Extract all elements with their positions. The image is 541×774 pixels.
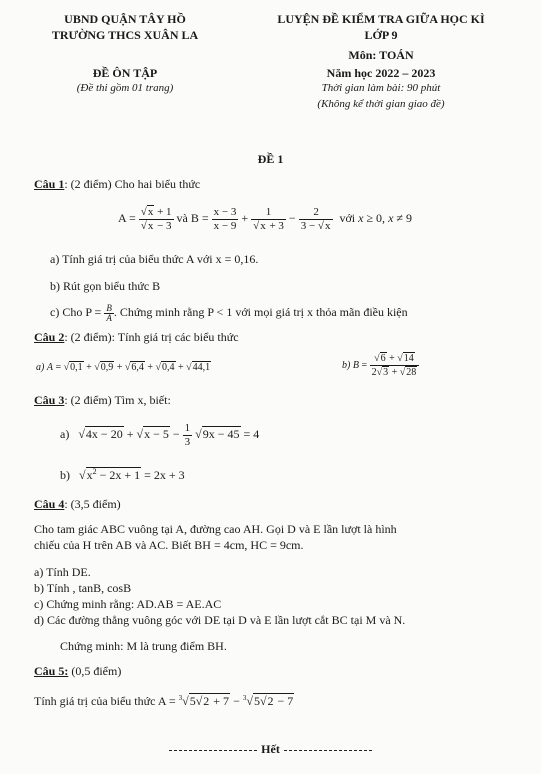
header-grade: LỚP 9 (364, 28, 398, 42)
expr-q2b-fraction: $\frac{√6 + √14}{2√3 + √28}$ (370, 352, 420, 379)
header-school-year: Năm học 2022 – 2023 (326, 66, 436, 80)
question-4-points: : (3,5 điểm) (64, 497, 121, 511)
question-4-intro-line-2: chiếu của H trên AB và AC. Biết BH = 4cm, HC = 9cm. (34, 538, 304, 552)
expr-p-fraction: $\frac{B}{A}$ (106, 302, 112, 323)
question-4-part-b: b) Tính , tanB, cosB (34, 581, 132, 595)
question-4-heading (34, 497, 121, 512)
question-1-expressions: A = $\frac{√x + 1}{√x - 3}$ và B = $\frac{x - 3}{x - 9}$ + $\frac{1}{√x + 3}$ − $\frac{2}{3 - √x}$ với x ≥ 0, x ≠ 9 (118, 205, 412, 232)
header-subject: Môn: TOÁN (348, 48, 414, 62)
header-exam-name: LUYỆN ĐỀ KIỂM TRA GIỮA HỌC KÌ (277, 12, 485, 26)
question-2-part-a: a) A = √0,1 + √0,9 + √6,4 + √0,4 + √44,1 (36, 362, 211, 373)
question-3-points: : (2 điểm) Tìm x, biết: (64, 393, 171, 407)
header-pages: (Đề thi gồm 01 trang) (76, 82, 174, 94)
question-2-points: : (2 điểm): Tính giá trị các biểu thức (64, 330, 239, 344)
question-4-intro-line-1: Cho tam giác ABC vuông tại A, đường cao AH. Gọi D và E lần lượt là hình (34, 522, 397, 536)
question-2-heading (34, 330, 239, 345)
header-duration-note: (Không kể thời gian giao đề) (317, 98, 445, 110)
question-4-part-a: a) Tính DE. (34, 565, 91, 579)
question-2-label: Câu 2 (34, 330, 65, 344)
header-department: UBND QUẬN TÂY HỒ (64, 12, 186, 26)
question-4-part-c: c) Chứng minh rằng: AD.AB = AE.AC (34, 597, 222, 611)
question-3-label: Câu 3 (34, 393, 65, 407)
question-1-part-b: b) Rút gọn biểu thức B (50, 279, 161, 293)
question-1-part-a: a) Tính giá trị của biểu thức A với x = 0,16. (50, 252, 259, 266)
question-1-part-c: c) Cho P = $\frac{B}{A}$ . Chứng minh rằng P < 1 với mọi giá trị x thỏa mãn điều kiện (50, 302, 408, 323)
expr-a-fraction: $\frac{√x + 1}{√x - 3}$ (140, 205, 172, 232)
question-3-heading (34, 393, 171, 408)
question-4-proof: Chứng minh: M là trung điểm BH. (60, 639, 227, 653)
expr-b-term2: $\frac{1}{√x + 3}$ (253, 205, 284, 232)
expr-b-term3: $\frac{2}{3 - √x}$ (299, 206, 334, 233)
expr-one-third: $\frac{1}{3}$ (184, 421, 191, 448)
footer-rule-right (284, 750, 372, 751)
footer-end (0, 742, 541, 757)
question-5-text: Tính giá trị của biểu thức A = $^3$√5√2 + 7 − $^3$√5√2 − 7 (34, 694, 294, 708)
header-school: TRƯỜNG THCS XUÂN LA (51, 28, 199, 42)
question-3-part-a: a) √4x − 20 + √x − 5 − $\frac{1}{3}$ √9x − 45 = 4 (60, 421, 260, 448)
footer-end-label: Hết (261, 742, 280, 756)
question-4-label: Câu 4 (34, 497, 65, 511)
question-5-label: Câu 5: (34, 664, 69, 678)
header-doc-type: ĐỀ ÔN TẬP (92, 66, 158, 80)
question-1-heading (34, 177, 200, 192)
expr-b-term1: $\frac{x - 3}{x - 9}$ (213, 205, 237, 232)
question-1-points: : (2 điểm) Cho hai biểu thức (64, 177, 201, 191)
footer-rule-left (169, 750, 257, 751)
exam-title: ĐỀ 1 (257, 152, 284, 166)
question-3-part-b: b) $√x^2 - 2x + 1 = 2x + 3$ (60, 467, 185, 482)
question-2-part-b: b) B = $\frac{√6 + √14}{2√3 + √28}$ (342, 352, 419, 379)
question-5-heading (34, 664, 121, 679)
header-duration: Thời gian làm bài: 90 phút (321, 82, 441, 94)
question-1-label: Câu 1 (34, 177, 65, 191)
question-5-points: (0,5 điểm) (68, 664, 122, 678)
question-4-part-d: d) Các đường thẳng vuông góc với DE tại D và E lần lượt cắt BC tại M và N. (34, 613, 406, 627)
